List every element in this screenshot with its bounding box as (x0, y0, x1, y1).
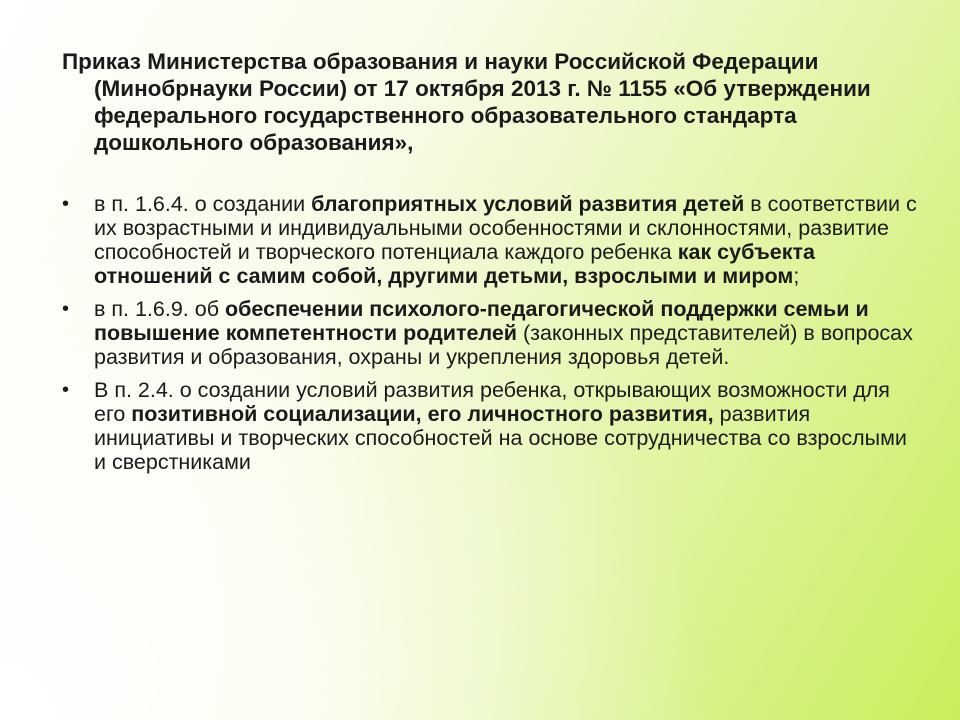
bullet-emphasis: как субъекта отношений с самим собой, другими детьми, взрослыми и миром (94, 240, 815, 288)
bullet-emphasis: благоприятных условий развития детей (311, 192, 745, 216)
bullet-marker: • (62, 298, 70, 320)
bullet-marker: • (62, 193, 70, 215)
bullet-item-1 (62, 192, 922, 288)
bullet-emphasis: обеспечении психолого-педагогической поддержки семьи и повышение компетентности родителей (94, 297, 869, 345)
bullet-list (62, 192, 922, 483)
bullet-text: (законных представителей) в вопросах развития и образования, охраны и укрепления здоровья детей. (94, 321, 913, 369)
bullet-text: в п. 1.6.4. о создании (94, 192, 312, 216)
bullet-marker: • (62, 379, 70, 401)
bullet-text: в п. 1.6.9. об (94, 297, 225, 321)
slide-title: Приказ Министерства образования и науки Российской Федерации (Минобрнауки России) от 17 октября 2013 г. № 1155 «Об утверждении федерального государственного образовательного стандарта дошкольного образования», (62, 49, 871, 155)
bullet-item-3 (62, 378, 922, 474)
bullet-text: развития инициативы и творческих способностей на основе сотрудничества со взрослыми и сверстниками (94, 402, 907, 474)
bullet-text: В п. 2.4. о создании условий развития ребенка, открывающих возможности для его (94, 378, 890, 426)
bullet-item-2 (62, 297, 922, 369)
bullet-text: ; (793, 264, 800, 288)
bullet-text: в соответствии с их возрастными и индивидуальными особенностями и склонностями, развитие способностей и творческого потенциала каждого ребенка (94, 192, 917, 264)
bullet-emphasis: позитивной социализации, его личностного развития, (131, 402, 714, 426)
